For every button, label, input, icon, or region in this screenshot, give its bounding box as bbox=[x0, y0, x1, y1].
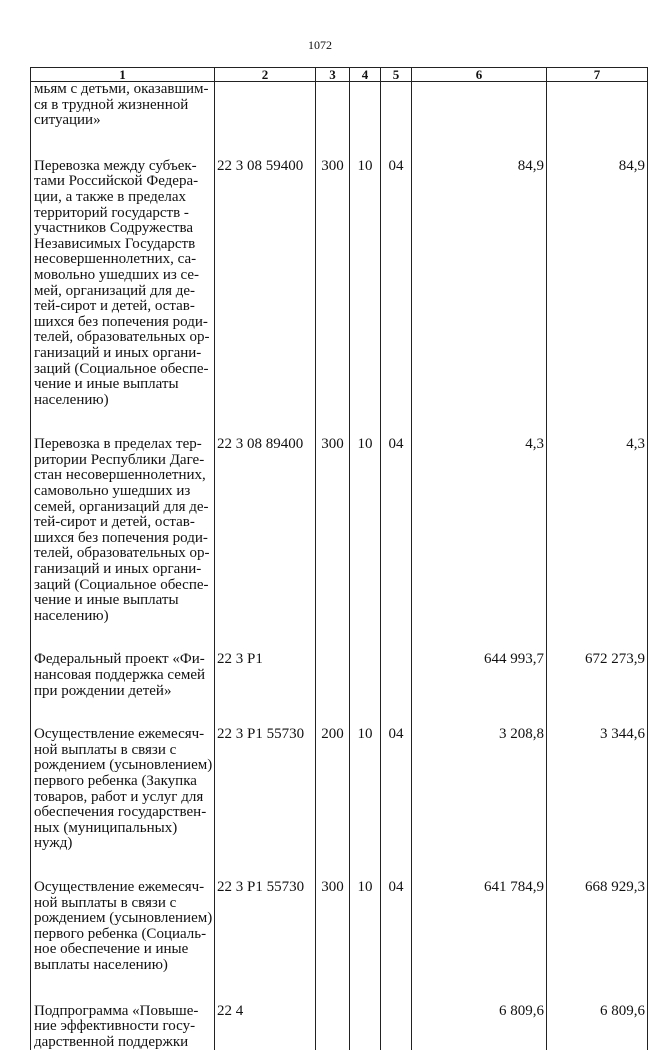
amount-year-2-text: 84,9 bbox=[619, 158, 645, 174]
amount-year-1 bbox=[412, 852, 547, 974]
item-name-line: тей-сирот и детей, остав- bbox=[34, 299, 211, 315]
section-code-text: 10 bbox=[358, 436, 373, 452]
target-article-code-text: 22 4 bbox=[217, 1003, 243, 1019]
item-name-line: Независимых Государств bbox=[34, 237, 211, 253]
expense-type-code-text: 200 bbox=[321, 726, 344, 742]
item-name-line: Осуществление ежемесяч- bbox=[34, 727, 211, 743]
subsection-code bbox=[381, 974, 412, 1050]
amount-year-2-text: 6 809,6 bbox=[600, 1003, 645, 1019]
amount-year-1-text: 641 784,9 bbox=[484, 879, 544, 895]
item-name-line: первого ребенка (Социаль- bbox=[34, 927, 211, 943]
table-row bbox=[31, 82, 648, 129]
item-name-line: при рождении детей» bbox=[34, 684, 211, 700]
item-name-line: Перевозка между субъек- bbox=[34, 159, 211, 175]
item-name-line: несовершеннолетних, са- bbox=[34, 252, 211, 268]
item-name-line: товаров, работ и услуг для bbox=[34, 790, 211, 806]
expense-type-code bbox=[316, 129, 350, 409]
amount-year-1 bbox=[412, 699, 547, 852]
item-name-line: обеспечения государствен- bbox=[34, 805, 211, 821]
item-name-line: выплаты населению) bbox=[34, 958, 211, 974]
item-name-line: населению) bbox=[34, 609, 211, 625]
item-name-line: Осуществление ежемесяч- bbox=[34, 880, 211, 896]
expense-type-code-text: 300 bbox=[321, 879, 344, 895]
item-name-line: телей, образовательных ор- bbox=[34, 330, 211, 346]
item-name-line: ной выплаты в связи с bbox=[34, 896, 211, 912]
table-row bbox=[31, 699, 648, 852]
subsection-code bbox=[381, 852, 412, 974]
section-code bbox=[350, 408, 381, 624]
subsection-code-text: 04 bbox=[389, 879, 404, 895]
item-name-line: ся в трудной жизненной bbox=[34, 98, 211, 114]
item-name-line: чение и иные выплаты bbox=[34, 593, 211, 609]
item-name-line: Подпрограмма «Повыше- bbox=[34, 1004, 211, 1020]
amount-year-1 bbox=[412, 129, 547, 409]
column-header: 3 bbox=[316, 68, 350, 82]
expense-type-code bbox=[316, 852, 350, 974]
expense-type-code bbox=[316, 974, 350, 1050]
target-article-code bbox=[215, 408, 316, 624]
amount-year-2-text: 668 929,3 bbox=[585, 879, 645, 895]
item-name-line: рождением (усыновлением) bbox=[34, 911, 211, 927]
subsection-code bbox=[381, 129, 412, 409]
item-name-line: заций (Социальное обеспе- bbox=[34, 362, 211, 378]
section-code-text: 10 bbox=[358, 879, 373, 895]
item-name-line: нужд) bbox=[34, 836, 211, 852]
item-name-line: Федеральный проект «Фи- bbox=[34, 652, 211, 668]
section-code-text: 10 bbox=[358, 726, 373, 742]
table-body bbox=[31, 82, 648, 1050]
expense-type-code bbox=[316, 82, 350, 129]
amount-year-2 bbox=[547, 974, 648, 1050]
target-article-code-text: 22 3 08 89400 bbox=[217, 436, 303, 452]
section-code bbox=[350, 129, 381, 409]
amount-year-2 bbox=[547, 624, 648, 699]
table-row bbox=[31, 974, 648, 1050]
item-name-line: первого ребенка (Закупка bbox=[34, 774, 211, 790]
target-article-code bbox=[215, 852, 316, 974]
item-name-line: ное обеспечение и иные bbox=[34, 942, 211, 958]
column-header: 2 bbox=[215, 68, 316, 82]
amount-year-1-text: 6 809,6 bbox=[499, 1003, 544, 1019]
header-row bbox=[31, 68, 648, 82]
item-name-line: населению) bbox=[34, 393, 211, 409]
item-name-line: мей, организаций для де- bbox=[34, 284, 211, 300]
item-name-line: ганизаций и иных органи- bbox=[34, 346, 211, 362]
column-header: 6 bbox=[412, 68, 547, 82]
target-article-code bbox=[215, 82, 316, 129]
section-code bbox=[350, 974, 381, 1050]
expense-type-code bbox=[316, 699, 350, 852]
subsection-code-text: 04 bbox=[389, 726, 404, 742]
section-code bbox=[350, 624, 381, 699]
section-code bbox=[350, 699, 381, 852]
item-name-line: ганизаций и иных органи- bbox=[34, 562, 211, 578]
column-header: 1 bbox=[31, 68, 215, 82]
section-code-text: 10 bbox=[358, 158, 373, 174]
amount-year-1 bbox=[412, 408, 547, 624]
amount-year-2-text: 3 344,6 bbox=[600, 726, 645, 742]
table-row bbox=[31, 408, 648, 624]
amount-year-2 bbox=[547, 852, 648, 974]
table-row bbox=[31, 624, 648, 699]
amount-year-1 bbox=[412, 82, 547, 129]
item-name-line: тами Российской Федера- bbox=[34, 174, 211, 190]
amount-year-1-text: 3 208,8 bbox=[499, 726, 544, 742]
expense-type-code bbox=[316, 408, 350, 624]
item-name-line: чение и иные выплаты bbox=[34, 377, 211, 393]
amount-year-2 bbox=[547, 82, 648, 129]
item-name-cell bbox=[31, 129, 215, 409]
section-code bbox=[350, 852, 381, 974]
target-article-code bbox=[215, 129, 316, 409]
item-name-line: Перевозка в пределах тер- bbox=[34, 437, 211, 453]
amount-year-1-text: 84,9 bbox=[518, 158, 544, 174]
item-name-line: ной выплаты в связи с bbox=[34, 743, 211, 759]
section-code bbox=[350, 82, 381, 129]
subsection-code bbox=[381, 699, 412, 852]
item-name-cell bbox=[31, 82, 215, 129]
item-name-line: шихся без попечения роди- bbox=[34, 531, 211, 547]
item-name-line: заций (Социальное обеспе- bbox=[34, 578, 211, 594]
item-name-cell bbox=[31, 852, 215, 974]
column-header: 5 bbox=[381, 68, 412, 82]
table-row bbox=[31, 129, 648, 409]
item-name-line: рождением (усыновлением) bbox=[34, 758, 211, 774]
item-name-line: мьям с детьми, оказавшим- bbox=[34, 82, 211, 98]
target-article-code-text: 22 3 08 59400 bbox=[217, 158, 303, 174]
target-article-code-text: 22 3 Р1 bbox=[217, 651, 263, 667]
amount-year-2 bbox=[547, 699, 648, 852]
target-article-code bbox=[215, 974, 316, 1050]
subsection-code-text: 04 bbox=[389, 436, 404, 452]
item-name-line: самовольно ушедших из bbox=[34, 484, 211, 500]
item-name-line: ритории Республики Даге- bbox=[34, 453, 211, 469]
item-name-line: мовольно ушедших из се- bbox=[34, 268, 211, 284]
table-row bbox=[31, 852, 648, 974]
amount-year-1 bbox=[412, 624, 547, 699]
item-name-line: нансовая поддержка семей bbox=[34, 668, 211, 684]
item-name-cell bbox=[31, 408, 215, 624]
item-name-line: телей, образовательных ор- bbox=[34, 546, 211, 562]
target-article-code-text: 22 3 Р1 55730 bbox=[217, 726, 304, 742]
item-name-line: территорий государств - bbox=[34, 206, 211, 222]
amount-year-1-text: 644 993,7 bbox=[484, 651, 544, 667]
amount-year-2-text: 4,3 bbox=[626, 436, 645, 452]
subsection-code-text: 04 bbox=[389, 158, 404, 174]
subsection-code bbox=[381, 408, 412, 624]
amount-year-2 bbox=[547, 129, 648, 409]
item-name-line: дарственной поддержки bbox=[34, 1035, 211, 1050]
item-name-cell bbox=[31, 974, 215, 1050]
expense-type-code-text: 300 bbox=[321, 436, 344, 452]
target-article-code bbox=[215, 699, 316, 852]
column-header: 4 bbox=[350, 68, 381, 82]
amount-year-2-text: 672 273,9 bbox=[585, 651, 645, 667]
item-name-line: стан несовершеннолетних, bbox=[34, 468, 211, 484]
item-name-line: ции, а также в пределах bbox=[34, 190, 211, 206]
column-header: 7 bbox=[547, 68, 648, 82]
item-name-line: семей, организаций для де- bbox=[34, 500, 211, 516]
amount-year-2 bbox=[547, 408, 648, 624]
amount-year-1-text: 4,3 bbox=[525, 436, 544, 452]
item-name-line: шихся без попечения роди- bbox=[34, 315, 211, 331]
item-name-line: ситуации» bbox=[34, 113, 211, 129]
amount-year-1 bbox=[412, 974, 547, 1050]
item-name-line: тей-сирот и детей, остав- bbox=[34, 515, 211, 531]
page-number: 1072 bbox=[0, 38, 640, 53]
item-name-line: ние эффективности госу- bbox=[34, 1019, 211, 1035]
expense-type-code bbox=[316, 624, 350, 699]
item-name-line: ных (муниципальных) bbox=[34, 821, 211, 837]
subsection-code bbox=[381, 82, 412, 129]
target-article-code-text: 22 3 Р1 55730 bbox=[217, 879, 304, 895]
target-article-code bbox=[215, 624, 316, 699]
item-name-cell bbox=[31, 624, 215, 699]
subsection-code bbox=[381, 624, 412, 699]
budget-table bbox=[30, 67, 648, 1050]
expense-type-code-text: 300 bbox=[321, 158, 344, 174]
item-name-line: участников Содружества bbox=[34, 221, 211, 237]
item-name-cell bbox=[31, 699, 215, 852]
